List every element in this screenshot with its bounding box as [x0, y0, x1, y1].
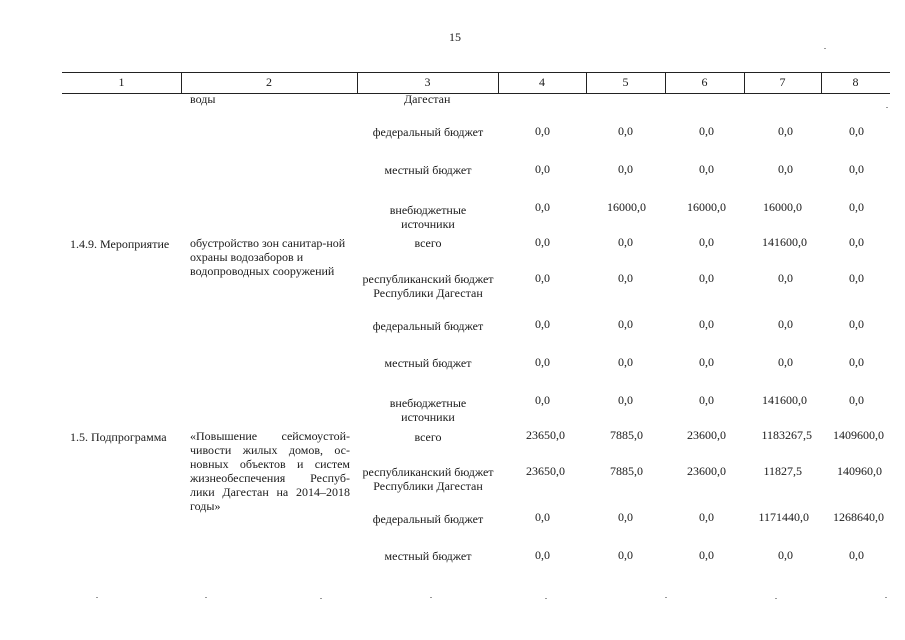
source-label: федеральный бюджет — [372, 125, 484, 139]
header-col-4: 4 — [539, 75, 545, 89]
value-cell: 0,0 — [618, 510, 633, 524]
header-col-8: 8 — [852, 75, 859, 89]
scan-speck — [545, 598, 547, 599]
value-cell: 0,0 — [535, 235, 550, 249]
table-header-row — [62, 72, 890, 94]
value-cell: 0,0 — [618, 124, 633, 138]
value-cell: 0,0 — [699, 510, 714, 524]
value-cell: 0,0 — [778, 124, 793, 138]
value-cell: 0,0 — [535, 124, 550, 138]
value-cell: 0,0 — [535, 393, 550, 407]
value-cell: 0,0 — [535, 200, 550, 214]
source-label: республиканский бюджет Республики Дагестан — [362, 272, 494, 300]
value-cell: 0,0 — [535, 271, 550, 285]
scan-speck — [885, 597, 887, 598]
value-cell: 141600,0 — [762, 393, 807, 407]
value-cell: 7885,0 — [610, 428, 643, 442]
value-cell: 0,0 — [699, 235, 714, 249]
carry-over-source: Дагестан — [404, 92, 451, 106]
scan-speck — [775, 598, 777, 599]
scan-speck — [824, 48, 826, 49]
value-cell: 7885,0 — [610, 464, 643, 478]
value-cell: 0,0 — [849, 235, 864, 249]
source-label: местный бюджет — [384, 549, 472, 563]
value-cell: 1183267,5 — [761, 428, 812, 442]
source-label: внебюджетные источники — [389, 203, 467, 231]
value-cell: 0,0 — [699, 271, 714, 285]
value-cell: 0,0 — [849, 355, 864, 369]
scan-speck — [205, 597, 207, 598]
value-cell: 0,0 — [618, 317, 633, 331]
value-cell: 0,0 — [778, 355, 793, 369]
value-cell: 0,0 — [849, 393, 864, 407]
scan-speck — [320, 598, 322, 599]
value-cell: 23650,0 — [526, 428, 565, 442]
source-label: федеральный бюджет — [372, 319, 484, 333]
source-label: внебюджетные источники — [389, 396, 467, 424]
value-cell: 0,0 — [535, 510, 550, 524]
value-cell: 0,0 — [618, 235, 633, 249]
header-col-3: 3 — [424, 75, 431, 89]
scan-speck — [430, 597, 432, 598]
source-label: республиканский бюджет Республики Дагестан — [362, 465, 494, 493]
value-cell: 0,0 — [849, 200, 864, 214]
item-title: обустройство зон санитар-ной охраны водозаборов и водопроводных сооружений — [190, 236, 346, 278]
value-cell: 1268640,0 — [833, 510, 884, 524]
value-cell: 0,0 — [778, 271, 793, 285]
item-label: 1.4.9. Мероприятие — [70, 237, 170, 251]
header-col-7: 7 — [779, 75, 786, 89]
value-cell: 1409600,0 — [833, 428, 884, 442]
carry-over-title: воды — [190, 92, 216, 106]
value-cell: 0,0 — [699, 124, 714, 138]
value-cell: 16000,0 — [763, 200, 802, 214]
header-col-6: 6 — [701, 75, 708, 89]
value-cell: 16000,0 — [607, 200, 646, 214]
value-cell: 1171440,0 — [758, 510, 809, 524]
source-label: местный бюджет — [384, 163, 472, 177]
item-label: 1.5. Подпрограмма — [70, 430, 167, 444]
value-cell: 11827,5 — [763, 464, 802, 478]
header-col-1: 1 — [118, 75, 125, 89]
value-cell: 23600,0 — [687, 464, 726, 478]
value-cell: 0,0 — [618, 271, 633, 285]
source-label: всего — [414, 430, 442, 444]
value-cell: 0,0 — [849, 162, 864, 176]
value-cell: 0,0 — [535, 548, 550, 562]
value-cell: 23650,0 — [526, 464, 565, 478]
scan-speck — [886, 107, 888, 108]
value-cell: 0,0 — [699, 162, 714, 176]
value-cell: 16000,0 — [687, 200, 726, 214]
value-cell: 0,0 — [699, 317, 714, 331]
value-cell: 0,0 — [778, 548, 793, 562]
source-label: федеральный бюджет — [372, 512, 484, 526]
value-cell: 23600,0 — [687, 428, 726, 442]
value-cell: 0,0 — [849, 124, 864, 138]
value-cell: 0,0 — [778, 162, 793, 176]
scan-speck — [665, 597, 667, 598]
item-title: «Повышение сейсмоустой-чивости жилых домов, ос-новных объектов и систем жизнеобеспечения Респуб-лики Дагестан на 2014–2018 годы» — [190, 429, 350, 513]
value-cell: 0,0 — [535, 355, 550, 369]
header-col-2: 2 — [266, 75, 272, 89]
value-cell: 0,0 — [618, 393, 633, 407]
value-cell: 0,0 — [618, 548, 633, 562]
source-label: всего — [414, 236, 442, 250]
value-cell: 141600,0 — [762, 235, 807, 249]
page-number: 15 — [449, 30, 461, 44]
value-cell: 0,0 — [535, 317, 550, 331]
value-cell: 0,0 — [849, 548, 864, 562]
value-cell: 140960,0 — [837, 464, 882, 478]
value-cell: 0,0 — [699, 393, 714, 407]
scan-speck — [96, 597, 98, 598]
value-cell: 0,0 — [618, 355, 633, 369]
value-cell: 0,0 — [778, 317, 793, 331]
source-label: местный бюджет — [384, 356, 472, 370]
value-cell: 0,0 — [849, 271, 864, 285]
header-col-5: 5 — [622, 75, 629, 89]
value-cell: 0,0 — [699, 355, 714, 369]
value-cell: 0,0 — [849, 317, 864, 331]
value-cell: 0,0 — [535, 162, 550, 176]
value-cell: 0,0 — [618, 162, 633, 176]
value-cell: 0,0 — [699, 548, 714, 562]
